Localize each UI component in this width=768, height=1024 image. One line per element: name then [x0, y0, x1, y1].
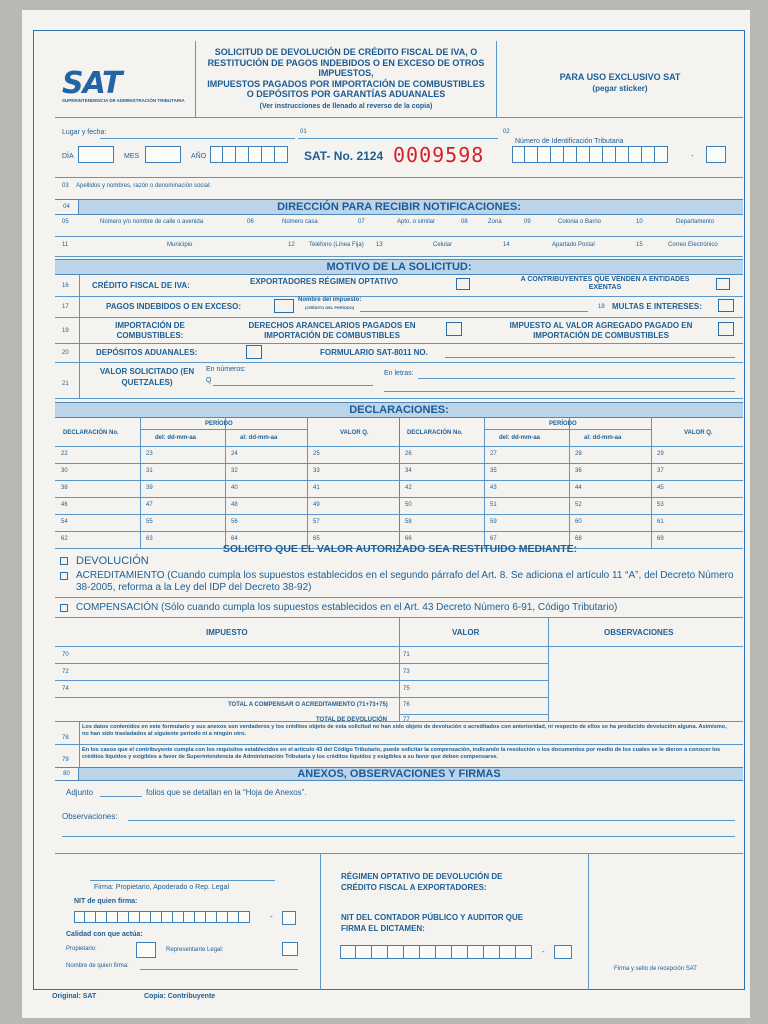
field-number: 56 — [231, 519, 238, 525]
derechos-checkbox[interactable] — [446, 322, 462, 336]
sello-label: Firma y sello de recepción SAT — [614, 966, 697, 972]
field-number: 49 — [313, 502, 320, 508]
field-number: 72 — [62, 669, 69, 675]
year-label: AÑO — [191, 153, 207, 160]
iva-importacion-checkbox[interactable] — [718, 322, 734, 336]
field-number: 41 — [313, 485, 320, 491]
address-section-header: 04 DIRECCIÓN PARA RECIBIR NOTIFICACIONES: — [55, 199, 743, 215]
nit-input[interactable] — [512, 146, 668, 163]
observaciones-label: Observaciones: — [62, 812, 118, 821]
depositos-checkbox[interactable] — [246, 345, 262, 359]
field-number: 66 — [405, 536, 412, 542]
field-number: 64 — [231, 536, 238, 542]
copia-label: Copia: Contribuyente — [144, 993, 216, 1000]
field-number: 22 — [61, 451, 68, 457]
field-number: 26 — [405, 451, 412, 457]
pagos-indebidos-label: PAGOS INDEBIDOS O EN EXCESO: — [106, 302, 241, 311]
field-number: 47 — [146, 502, 153, 508]
field-number: 51 — [490, 502, 497, 508]
month-input[interactable] — [145, 146, 181, 163]
place-date-label: Lugar y fecha: — [62, 129, 107, 136]
restitucion-title: SOLICITO QUE EL VALOR AUTORIZADO SEA RESTITUIDO MEDIANTE: — [222, 543, 578, 555]
field-number: 34 — [405, 468, 412, 474]
field-number: 43 — [490, 485, 497, 491]
del-header: del: dd-mm-aa — [155, 435, 197, 441]
depositos-label: DEPÓSITOS ADUANALES: — [96, 348, 198, 357]
field-number: 77 — [403, 717, 410, 723]
devolucion-label: DEVOLUCIÓN — [76, 555, 149, 567]
total-devolucion-label: TOTAL DE DEVOLUCIÓN — [316, 717, 388, 723]
valor-header: VALOR Q. — [684, 430, 713, 436]
field-number: 57 — [313, 519, 320, 525]
field-number: 27 — [490, 451, 497, 457]
field-number: 69 — [657, 536, 664, 542]
exclusive-use-label: PARA USO EXCLUSIVO SAT — [559, 72, 681, 82]
al-header: al: dd-mm-aa — [240, 435, 278, 441]
field-number: 50 — [405, 502, 412, 508]
field-number: 30 — [61, 468, 68, 474]
compensacion-label: COMPENSACIÓN (Sólo cuando cumpla los supuestos establecidos en el Art. 43 Decreto Número 6-91, Código Tributario) — [76, 602, 618, 613]
nit-contador-label: NIT DEL CONTADOR PÚBLICO Y AUDITOR QUE FIRMA EL DICTAMEN: — [341, 913, 524, 933]
field-number: 75 — [403, 686, 410, 692]
formulario-label: FORMULARIO SAT-8011 NO. — [320, 348, 428, 357]
credito-iva-label: CRÉDITO FISCAL DE IVA: — [92, 281, 190, 290]
field-number: 67 — [490, 536, 497, 542]
del-header: del: dd-mm-aa — [499, 435, 541, 441]
day-label: DÍA — [62, 153, 74, 160]
nit-contador-check-digit[interactable] — [554, 945, 572, 959]
contribuyentes-label: A CONTRIBUYENTES QUE VENDEN A ENTIDADES EXENTAS — [520, 276, 690, 291]
field-number: 33 — [313, 468, 320, 474]
field-number: 59 — [490, 519, 497, 525]
field-number: 73 — [403, 669, 410, 675]
field-number: 40 — [231, 485, 238, 491]
instructions-note: (Ver instrucciones de llenado al reverso de la copia) — [259, 103, 433, 110]
field-number: 62 — [61, 536, 68, 542]
original-label: Original: SAT — [52, 993, 97, 1000]
field-number: 76 — [403, 702, 410, 708]
multas-checkbox[interactable] — [718, 299, 734, 312]
acreditamiento-label: ACREDITAMIENTO (Cuando cumpla los supuestos establecidos en el segundo párrafo del Art. 8. Se adiciona el artículo 11 “A”, del Decreto Número 38-2005, reforma a la Ley del IDP del Decreto 38-92) — [76, 570, 734, 593]
field-number: 28 — [575, 451, 582, 457]
exportadores-checkbox[interactable] — [456, 278, 470, 290]
derechos-label: DERECHOS ARANCELARIOS PAGADOS EN IMPORTACIÓN DE COMBUSTIBLES — [248, 321, 416, 340]
periodo-header: PERÍODO — [549, 421, 577, 427]
anexos-section-header: 80 ANEXOS, OBSERVACIONES Y FIRMAS — [55, 767, 743, 781]
motivo-section-header: MOTIVO DE LA SOLICITUD: — [55, 259, 743, 275]
field-number: 25 — [313, 451, 320, 457]
field-number: 61 — [657, 519, 664, 525]
field-number: 24 — [231, 451, 238, 457]
field-number: 44 — [575, 485, 582, 491]
nit-check-digit[interactable] — [706, 146, 726, 163]
form-title: SOLICITUD DE DEVOLUCIÓN DE CRÉDITO FISCAL DE IVA, O RESTITUCIÓN DE PAGOS INDEBIDOS O EN EXCESO DE OTROS IMPUESTOS, IMPUESTOS PAGADOS POR IMPORTACIÓN DE COMBUSTIBLES O DEPÓSITOS POR GARANTÍAS ADUANALES — [207, 47, 485, 99]
multas-label: MULTAS E INTERESES: — [612, 302, 702, 311]
form-code: SAT- No. 2124 — [304, 149, 384, 163]
field-number: 63 — [146, 536, 153, 542]
field-number: 48 — [231, 502, 238, 508]
nit-label: Número de Identificación Tributaria — [515, 138, 624, 145]
declaracion-no-header: DECLARACIÓN No. — [63, 430, 119, 436]
field-number: 39 — [146, 485, 153, 491]
field-number: 46 — [61, 502, 68, 508]
devolucion-checkbox[interactable] — [60, 557, 68, 565]
field-number: 37 — [657, 468, 664, 474]
field-number: 52 — [575, 502, 582, 508]
field-number: 38 — [61, 485, 68, 491]
form-serial-number: 0009598 — [393, 143, 485, 167]
declaracion-compensacion: En los casos que el contribuyente cumpla con los requisitos establecidos en el artículo 43 del Código Tributario, puede solicitar la compensación, indicando la resolución o los documentos por medio de los cuales se le dieron a conocer los créditos líquidos y exigibles a favor de Superintendencia de Administración Tributaria y los créditos líquidos y exigibles a su favor que deben compensarse. — [82, 747, 721, 760]
declaracion-veracidad: Los datos contenidos en este formulario y sus anexos son verdaderos y los créditos objeto de esta solicitud no han sido objeto de devolución o acreditados con anterioridad, ni respecto de ellos se ha producido devolución alguna. Asimismo, no han sido trasladados al siguiente período ni a ningún otro. — [82, 724, 727, 737]
field-number: 29 — [657, 451, 664, 457]
sat-logo: SAT — [62, 66, 122, 101]
day-input[interactable] — [78, 146, 114, 163]
field-number: 31 — [146, 468, 153, 474]
valor-header: VALOR Q. — [340, 430, 369, 436]
field-number: 42 — [405, 485, 412, 491]
field-number: 74 — [62, 686, 69, 692]
importacion-label: IMPORTACIÓN DE COMBUSTIBLES: — [115, 321, 185, 340]
al-header: al: dd-mm-aa — [584, 435, 622, 441]
year-input[interactable] — [210, 146, 288, 163]
field-number: 45 — [657, 485, 664, 491]
field-number: 23 — [146, 451, 153, 457]
nit-contador-input[interactable] — [340, 945, 532, 959]
periodo-header: PERÍODO — [205, 421, 233, 427]
acreditamiento-checkbox[interactable] — [60, 572, 68, 580]
name-input[interactable] — [230, 180, 735, 194]
field-number: 70 — [62, 652, 69, 658]
field-number: 65 — [313, 536, 320, 542]
firma-label: Firma: Propietario, Apoderado o Rep. Legal — [94, 884, 230, 891]
iva-importacion-label: IMPUESTO AL VALOR AGREGADO PAGADO EN IMPORTACIÓN DE COMBUSTIBLES — [509, 321, 693, 340]
field-number: 68 — [575, 536, 582, 542]
sticker-label: (pegar sticker) — [592, 84, 648, 93]
exportadores-label: EXPORTADORES RÉGIMEN OPTATIVO — [250, 277, 399, 286]
compensacion-checkbox[interactable] — [60, 604, 68, 612]
declaracion-no-header: DECLARACIÓN No. — [407, 430, 463, 436]
nit-firma-check-digit[interactable] — [282, 911, 296, 925]
propietario-checkbox[interactable] — [136, 942, 156, 958]
field-number: 36 — [575, 468, 582, 474]
field-number: 71 — [403, 652, 410, 658]
regimen-label: RÉGIMEN OPTATIVO DE DEVOLUCIÓN DE CRÉDITO FISCAL A EXPORTADORES: — [341, 872, 503, 892]
contribuyentes-checkbox[interactable] — [716, 278, 730, 290]
declaraciones-section-header: DECLARACIONES: — [55, 402, 743, 418]
field-number: 55 — [146, 519, 153, 525]
month-label: MES — [124, 153, 140, 160]
field-number: 60 — [575, 519, 582, 525]
nit-firma-input[interactable] — [74, 911, 250, 923]
field-number: 58 — [405, 519, 412, 525]
field-number: 35 — [490, 468, 497, 474]
pagos-indebidos-checkbox[interactable] — [274, 299, 294, 313]
field-number: 32 — [231, 468, 238, 474]
total-compensar-label: TOTAL A COMPENSAR O ACREDITAMIENTO (71+73+75) — [228, 702, 388, 708]
field-number: 53 — [657, 502, 664, 508]
valor-solicitado-label: VALOR SOLICITADO (EN QUETZALES) — [99, 367, 195, 387]
representante-checkbox[interactable] — [282, 942, 298, 956]
name-label: Apellidos y nombres, razón o denominación social: — [76, 183, 212, 189]
sat-logo-subtitle: SUPERINTENDENCIA DE ADMINISTRACIÓN TRIBUTARIA — [62, 98, 185, 103]
field-number: 54 — [61, 519, 68, 525]
